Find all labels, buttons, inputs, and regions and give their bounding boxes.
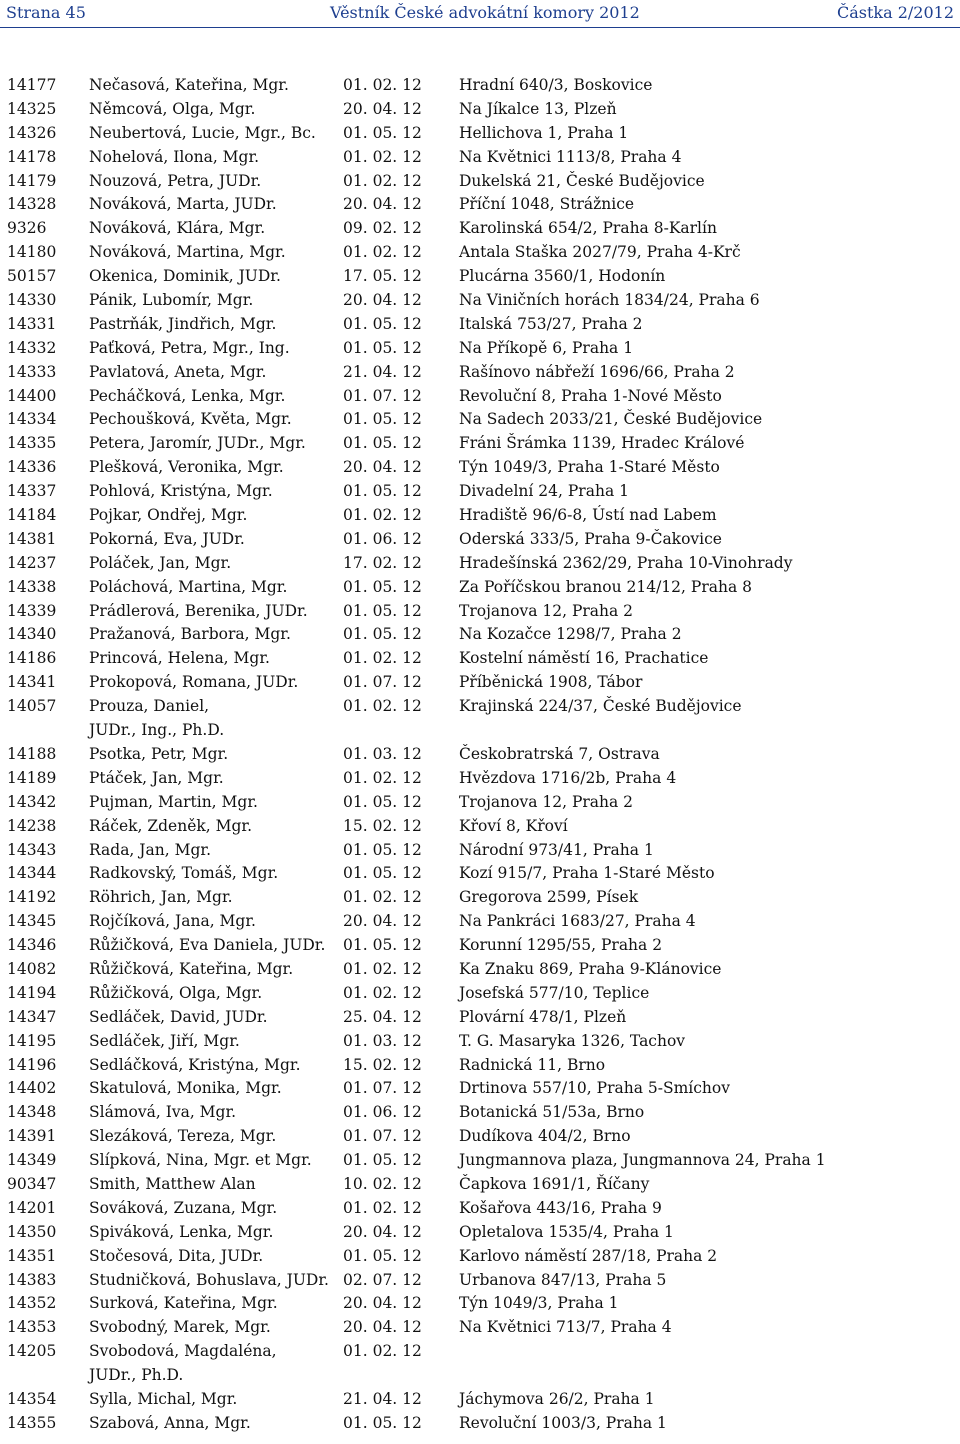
entry-address: Drtinova 557/10, Praha 5-Smíchov [459,1079,731,1098]
entry-date: 01. 02. 12 [343,171,422,190]
entry-number: 14334 [7,410,57,429]
entry-number: 14381 [7,529,57,548]
entry-number: 14383 [7,1270,57,1289]
entry-date: 20. 04. 12 [343,1222,422,1241]
entry-address: Hradní 640/3, Boskovice [459,76,653,94]
entry-name: Sedláček, David, JUDr. [89,1007,268,1026]
list-item [0,839,960,863]
entry-number: 14177 [7,76,57,94]
issue-number: Částka 2/2012 [836,3,954,22]
entry-address: Na Viničních horách 1834/24, Praha 6 [459,291,760,310]
entry-date: 01. 02. 12 [343,888,422,907]
entry-name: Slezáková, Tereza, Mgr. [89,1127,277,1146]
entry-number: 14348 [7,1103,57,1122]
entry-date: 20. 04. 12 [343,912,422,931]
list-item [0,1054,960,1078]
entry-number: 14354 [7,1390,57,1409]
entry-name: Nouzová, Petra, JUDr. [89,171,262,190]
list-item [0,958,960,982]
entry-address: Dukelská 21, České Budějovice [459,171,705,190]
entry-address: Kozí 915/7, Praha 1-Staré Město [459,864,715,883]
entry-date: 10. 02. 12 [343,1174,422,1193]
list-item [0,1412,960,1436]
entry-name: Plešková, Veronika, Mgr. [89,458,284,477]
entry-address: Josefská 577/10, Teplice [459,983,650,1002]
entry-name: Němcová, Olga, Mgr. [89,99,256,118]
entry-address: Antala Staška 2027/79, Praha 4-Krč [459,243,741,262]
entry-number: 14180 [7,243,57,262]
entry-name: Szabová, Anna, Mgr. [89,1413,251,1432]
entry-address: Příční 1048, Strážnice [459,195,635,214]
entry-address: Hellichova 1, Praha 1 [459,123,629,142]
entry-date: 01. 05. 12 [343,577,422,596]
entry-number: 14192 [7,888,57,907]
list-item [0,217,960,241]
entry-address: Na Květnici 1113/8, Praha 4 [459,147,682,166]
entry-date: 01. 07. 12 [343,1079,422,1098]
entry-name: Studničková, Bohuslava, JUDr. [89,1270,329,1289]
entry-number: 14391 [7,1127,57,1146]
entry-name: Ptáček, Jan, Mgr. [89,768,224,787]
entry-address: T. G. Masaryka 1326, Tachov [459,1031,686,1050]
entry-date: 20. 04. 12 [343,195,422,214]
entry-number: 14345 [7,912,57,931]
list-item [0,1269,960,1293]
list-item [0,504,960,528]
entry-number: 14340 [7,625,57,644]
list-item [0,289,960,313]
list-item [0,647,960,671]
entry-name: Psotka, Petr, Mgr. [89,744,229,763]
entry-name: Rojčíková, Jana, Mgr. [89,912,256,931]
entry-date: 15. 02. 12 [343,816,422,835]
entry-address: Na Kozačce 1298/7, Praha 2 [459,625,682,644]
entry-address: Radnická 11, Brno [459,1055,606,1074]
entry-address: Revoluční 1003/3, Praha 1 [459,1413,667,1432]
entry-address: Jungmannova plaza, Jungmannova 24, Praha 1 [459,1151,826,1170]
entry-date: 17. 05. 12 [343,267,422,286]
entry-name: Pojkar, Ondřej, Mgr. [89,506,248,525]
list-item [0,146,960,170]
entry-name: Surková, Kateřina, Mgr. [89,1294,278,1313]
entry-date: 09. 02. 12 [343,219,422,238]
entry-date: 20. 04. 12 [343,291,422,310]
entry-name: Poláchová, Martina, Mgr. [89,577,288,596]
entry-number: 14352 [7,1294,57,1313]
list-item [0,576,960,600]
entry-name: Ráček, Zdeněk, Mgr. [89,816,253,835]
entry-number: 14351 [7,1246,57,1265]
entry-date: 01. 02. 12 [343,697,422,716]
entry-date: 01. 05. 12 [343,410,422,429]
entry-name: Pánik, Lubomír, Mgr. [89,291,254,310]
entry-address: Korunní 1295/55, Praha 2 [459,936,663,955]
list-item [0,1125,960,1149]
entry-number: 14201 [7,1198,57,1217]
entry-address: Košařova 443/16, Praha 9 [459,1198,662,1217]
list-item [0,671,960,695]
entry-name: Prouza, Daniel, [89,697,210,716]
entry-number: 14333 [7,362,57,381]
list-item [0,695,960,743]
entry-date: 01. 05. 12 [343,1151,422,1170]
entry-number: 14341 [7,673,57,692]
entry-date: 01. 03. 12 [343,1031,422,1050]
entry-address: Fráni Šrámka 1139, Hradec Králové [459,434,745,453]
entry-number: 9326 [7,219,47,238]
entry-name: Rada, Jan, Mgr. [89,840,212,859]
entry-number: 14196 [7,1055,57,1074]
entry-date: 01. 05. 12 [343,625,422,644]
entry-date: 01. 07. 12 [343,673,422,692]
entry-number: 14189 [7,768,57,787]
list-item [0,1245,960,1269]
entry-date: 01. 07. 12 [343,386,422,405]
entry-name: Sylla, Michal, Mgr. [89,1390,238,1409]
entry-number: 14335 [7,434,57,453]
entry-number: 14186 [7,649,57,668]
entry-date: 01. 05. 12 [343,434,422,453]
entry-date: 01. 02. 12 [343,768,422,787]
list-item [0,600,960,624]
entry-address: Plovární 478/1, Plzeň [459,1007,627,1026]
entry-address: Českobratrská 7, Ostrava [459,744,660,763]
entry-date: 01. 05. 12 [343,1413,422,1432]
entry-name: Sováková, Zuzana, Mgr. [89,1198,278,1217]
entry-date: 01. 05. 12 [343,864,422,883]
entry-date: 01. 02. 12 [343,959,422,978]
entry-address: Na Jíkalce 13, Plzeň [459,99,617,118]
entry-date: 01. 05. 12 [343,1246,422,1265]
list-item [0,480,960,504]
list-item [0,408,960,432]
list-item [0,1221,960,1245]
entry-number: 14057 [7,697,57,716]
entry-date: 17. 02. 12 [343,553,422,572]
entry-name: Svobodný, Marek, Mgr. [89,1318,271,1337]
entry-number: 14326 [7,123,57,142]
entry-date: 01. 03. 12 [343,744,422,763]
entry-name: Radkovský, Tomáš, Mgr. [89,864,279,883]
entry-address: Za Poříčskou branou 214/12, Praha 8 [459,577,752,596]
entry-name-continued: JUDr., Ing., Ph.D. [89,721,225,740]
entry-name: Skatulová, Monika, Mgr. [89,1079,282,1098]
entry-name: Smith, Matthew Alan [89,1174,256,1193]
entry-address: Národní 973/41, Praha 1 [459,840,654,859]
entry-number: 14328 [7,195,57,214]
entry-address: Křoví 8, Křoví [459,816,568,835]
list-item [0,193,960,217]
entry-name: Sedláček, Jiří, Mgr. [89,1031,240,1050]
entry-address: Dudíkova 404/2, Brno [459,1127,631,1146]
entry-number: 50157 [7,267,57,286]
entry-number: 14178 [7,147,57,166]
list-item [0,743,960,767]
list-item [0,1292,960,1316]
entry-date: 01. 05. 12 [343,792,422,811]
list-item [0,1149,960,1173]
entry-address: Karolinská 654/2, Praha 8-Karlín [459,219,717,238]
entry-date: 01. 06. 12 [343,529,422,548]
entry-date: 01. 02. 12 [343,76,422,94]
entry-name: Princová, Helena, Mgr. [89,649,270,668]
list-item [0,265,960,289]
entry-name: Röhrich, Jan, Mgr. [89,888,233,907]
entry-address: Opletalova 1535/4, Praha 1 [459,1222,674,1241]
entry-address: Krajinská 224/37, České Budějovice [459,697,742,716]
entry-name: Petera, Jaromír, JUDr., Mgr. [89,434,306,453]
list-item [0,1006,960,1030]
list-item [0,1030,960,1054]
entry-number: 14349 [7,1151,57,1170]
list-item [0,528,960,552]
entry-date: 20. 04. 12 [343,1294,422,1313]
list-item [0,313,960,337]
entry-address: Příběnická 1908, Tábor [459,673,643,692]
list-item [0,623,960,647]
entry-number: 14205 [7,1342,57,1361]
entry-address: Hvězdova 1716/2b, Praha 4 [459,768,677,787]
entry-address: Hradiště 96/6-8, Ústí nad Labem [459,506,717,525]
entry-date: 01. 02. 12 [343,1198,422,1217]
entry-number: 14325 [7,99,57,118]
entry-address: Hradešínská 2362/29, Praha 10-Vinohrady [459,553,793,572]
entry-name: Růžičková, Olga, Mgr. [89,983,263,1002]
entry-name: Pokorná, Eva, JUDr. [89,529,245,548]
entry-date: 01. 02. 12 [343,147,422,166]
entry-date: 20. 04. 12 [343,1318,422,1337]
entry-number: 14194 [7,983,57,1002]
list-item [0,1316,960,1340]
header-divider [0,27,960,28]
list-item [0,1173,960,1197]
entry-address: Divadelní 24, Praha 1 [459,482,629,501]
entry-number: 14330 [7,291,57,310]
list-item [0,170,960,194]
entry-number: 14237 [7,553,57,572]
entry-date: 01. 05. 12 [343,338,422,357]
entry-number: 14347 [7,1007,57,1026]
list-item [0,98,960,122]
entry-name: Růžičková, Eva Daniela, JUDr. [89,936,326,955]
entry-date: 15. 02. 12 [343,1055,422,1074]
entry-address: Italská 753/27, Praha 2 [459,314,643,333]
entry-address: Revoluční 8, Praha 1-Nové Město [459,386,722,405]
entry-number: 14338 [7,577,57,596]
list-item [0,1388,960,1412]
entry-address: Čapkova 1691/1, Říčany [459,1174,650,1193]
entry-number: 14331 [7,314,57,333]
entry-name: Neubertová, Lucie, Mgr., Bc. [89,123,316,142]
entry-name: Prádlerová, Berenika, JUDr. [89,601,308,620]
list-item [0,767,960,791]
entry-number: 14082 [7,959,57,978]
entry-name: Poláček, Jan, Mgr. [89,553,232,572]
entry-name: Slípková, Nina, Mgr. et Mgr. [89,1151,312,1170]
entry-number: 14343 [7,840,57,859]
list-item [0,1101,960,1125]
list-item [0,456,960,480]
list-item [0,910,960,934]
entry-name: Svobodová, Magdaléna, [89,1342,277,1361]
entry-name: Nečasová, Kateřina, Mgr. [89,76,289,94]
entry-name: Pavlatová, Aneta, Mgr. [89,362,267,381]
entry-address: Oderská 333/5, Praha 9-Čakovice [459,529,722,548]
list-item [0,815,960,839]
entry-number: 14344 [7,864,57,883]
list-item [0,862,960,886]
entry-number: 14188 [7,744,57,763]
list-item [0,1197,960,1221]
entry-number: 14342 [7,792,57,811]
entry-number: 14184 [7,506,57,525]
entry-address: Týn 1049/3, Praha 1 [459,1294,619,1313]
entry-date: 01. 05. 12 [343,123,422,142]
entry-date: 20. 04. 12 [343,99,422,118]
entry-number: 14336 [7,458,57,477]
entry-address: Na Pankráci 1683/27, Praha 4 [459,912,696,931]
entry-number: 14353 [7,1318,57,1337]
entry-number: 14332 [7,338,57,357]
list-item [0,337,960,361]
entry-name: Okenica, Dominik, JUDr. [89,267,281,286]
entry-name-continued: JUDr., Ph.D. [89,1366,184,1385]
entry-name: Nováková, Marta, JUDr. [89,195,277,214]
entry-date: 01. 02. 12 [343,506,422,525]
page-header [0,0,960,27]
entry-number: 90347 [7,1174,57,1193]
entry-date: 20. 04. 12 [343,458,422,477]
entry-date: 01. 02. 12 [343,983,422,1002]
entry-date: 01. 05. 12 [343,840,422,859]
entry-address: Karlovo náměstí 287/18, Praha 2 [459,1246,718,1265]
entry-address: Kostelní náměstí 16, Prachatice [459,649,709,668]
entry-number: 14402 [7,1079,57,1098]
entry-date: 01. 02. 12 [343,243,422,262]
entry-address: Urbanova 847/13, Praha 5 [459,1270,667,1289]
entry-name: Nováková, Martina, Mgr. [89,243,286,262]
entry-address: Na Sadech 2033/21, České Budějovice [459,410,763,429]
entry-name: Nováková, Klára, Mgr. [89,219,266,238]
entry-name: Sedláčková, Kristýna, Mgr. [89,1055,301,1074]
entry-name: Pražanová, Barbora, Mgr. [89,625,291,644]
entry-name: Spiváková, Lenka, Mgr. [89,1222,274,1241]
entry-name: Růžičková, Kateřina, Mgr. [89,959,294,978]
entry-date: 01. 05. 12 [343,936,422,955]
entry-number: 14346 [7,936,57,955]
entry-number: 14238 [7,816,57,835]
entry-name: Pechoušková, Květa, Mgr. [89,410,292,429]
entry-address: Plucárna 3560/1, Hodonín [459,267,666,286]
entry-address: Týn 1049/3, Praha 1-Staré Město [459,458,720,477]
list-item [0,1077,960,1101]
entry-number: 14339 [7,601,57,620]
entry-number: 14350 [7,1222,57,1241]
journal-title: Věstník České advokátní komory 2012 [330,3,640,22]
entry-date: 01. 05. 12 [343,601,422,620]
list-item [0,385,960,409]
entry-number: 14337 [7,482,57,501]
entry-name: Pastrňák, Jindřich, Mgr. [89,314,277,333]
list-item [0,934,960,958]
entry-name: Prokopová, Romana, JUDr. [89,673,299,692]
entry-date: 01. 02. 12 [343,649,422,668]
attorney-list [0,74,960,1436]
entry-address: Rašínovo nábřeží 1696/66, Praha 2 [459,362,735,381]
list-item [0,886,960,910]
page-number: Strana 45 [6,3,86,22]
entry-date: 01. 06. 12 [343,1103,422,1122]
list-item [0,361,960,385]
list-item [0,552,960,576]
entry-name: Pujman, Martin, Mgr. [89,792,258,811]
entry-name: Stočesová, Dita, JUDr. [89,1246,264,1265]
entry-name: Nohelová, Ilona, Mgr. [89,147,260,166]
entry-address: Na Příkopě 6, Praha 1 [459,338,634,357]
list-item [0,74,960,98]
list-item [0,241,960,265]
entry-number: 14195 [7,1031,57,1050]
entry-address: Ka Znaku 869, Praha 9-Klánovice [459,959,722,978]
entry-address: Botanická 51/53a, Brno [459,1103,645,1122]
entry-date: 21. 04. 12 [343,1390,422,1409]
entry-name: Slámová, Iva, Mgr. [89,1103,237,1122]
entry-date: 25. 04. 12 [343,1007,422,1026]
entry-name: Pohlová, Kristýna, Mgr. [89,482,273,501]
entry-date: 02. 07. 12 [343,1270,422,1289]
entry-date: 01. 07. 12 [343,1127,422,1146]
list-item [0,122,960,146]
entry-address: Na Květnici 713/7, Praha 4 [459,1318,672,1337]
entry-address: Gregorova 2599, Písek [459,888,639,907]
entry-name: Pecháčková, Lenka, Mgr. [89,386,286,405]
entry-name: Paťková, Petra, Mgr., Ing. [89,338,290,357]
entry-date: 21. 04. 12 [343,362,422,381]
entry-date: 01. 02. 12 [343,1342,422,1361]
entry-number: 14400 [7,386,57,405]
list-item [0,982,960,1006]
entry-number: 14355 [7,1413,57,1432]
entry-number: 14179 [7,171,57,190]
entry-date: 01. 05. 12 [343,314,422,333]
list-item [0,1340,960,1388]
entry-address: Trojanova 12, Praha 2 [459,601,634,620]
list-item [0,791,960,815]
list-item [0,432,960,456]
entry-date: 01. 05. 12 [343,482,422,501]
entry-address: Trojanova 12, Praha 2 [459,792,634,811]
entry-address: Jáchymova 26/2, Praha 1 [459,1390,655,1409]
